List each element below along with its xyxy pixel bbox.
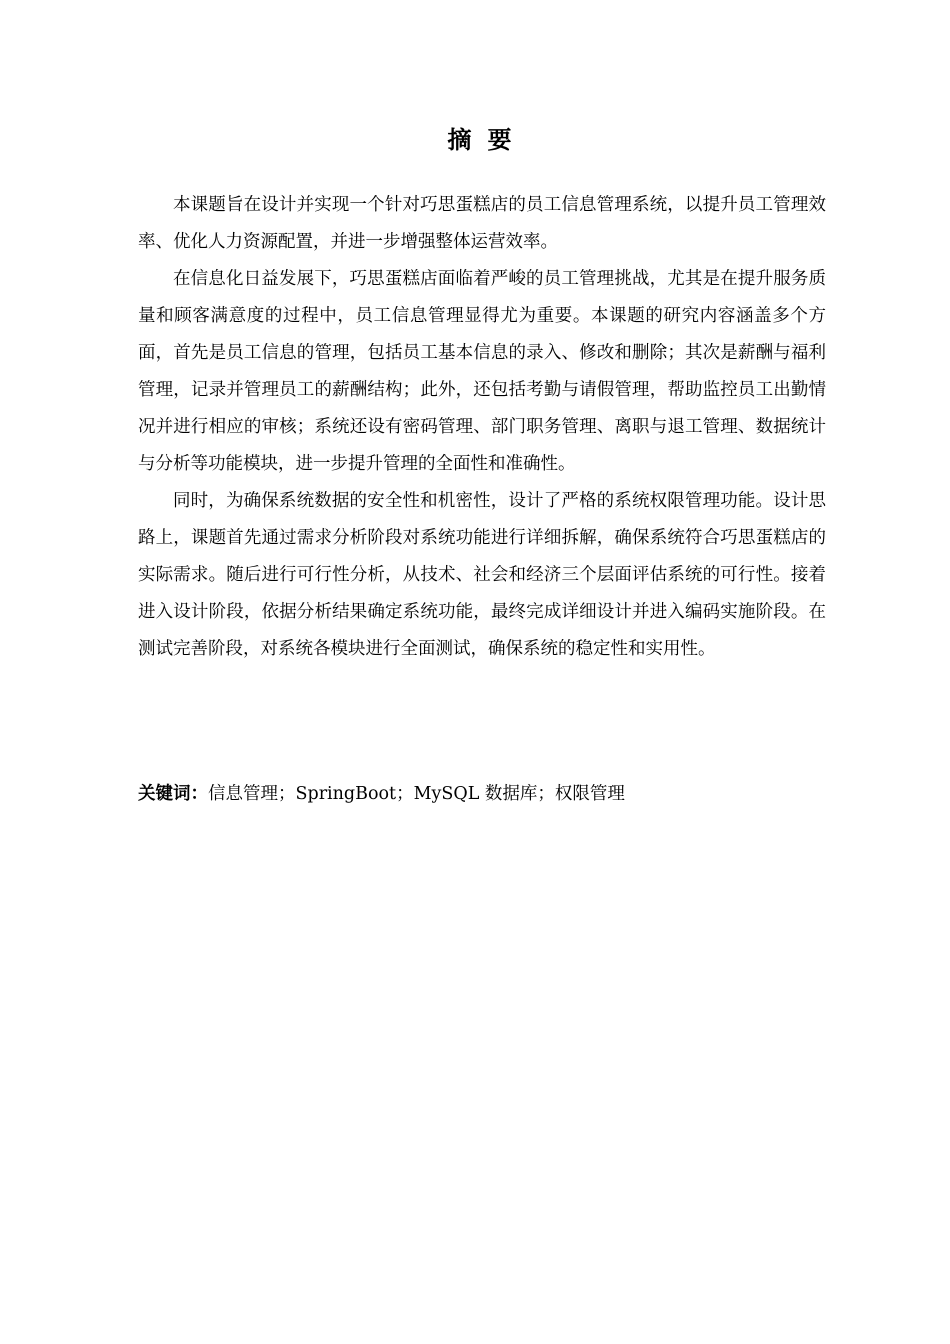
abstract-paragraph-2: 在信息化日益发展下，巧思蛋糕店面临着严峻的员工管理挑战，尤其是在提升服务质量和顾客满意度的过程中，员工信息管理显得尤为重要。本课题的研究内容涵盖多个方面，首先是员工信息的管理，包括员工基本信息的录入、修改和删除；其次是薪酬与福利管理，记录并管理员工的薪酬结构；此外，还包括考勤与请假管理，帮助监控员工出勤情况并进行相应的审核；系统还设有密码管理、部门职务管理、离职与退工管理、数据统计与分析等功能模块，进一步提升管理的全面性和准确性。 — [138, 269, 826, 474]
keywords-label: 关键词： — [138, 784, 208, 804]
abstract-paragraph-1: 本课题旨在设计并实现一个针对巧思蛋糕店的员工信息管理系统，以提升员工管理效率、优化人力资源配置，并进一步增强整体运营效率。 — [138, 195, 826, 252]
abstract-paragraph-3: 同时，为确保系统数据的安全性和机密性，设计了严格的系统权限管理功能。设计思路上，课题首先通过需求分析阶段对系统功能进行详细拆解，确保系统符合巧思蛋糕店的实际需求。随后进行可行性分析，从技术、社会和经济三个层面评估系统的可行性。接着进入设计阶段，依据分析结果确定系统功能，最终完成详细设计并进入编码实施阶段。在测试完善阶段，对系统各模块进行全面测试，确保系统的稳定性和实用性。 — [138, 491, 826, 659]
keywords-text: 信息管理；SpringBoot；MySQL 数据库；权限管理 — [208, 784, 625, 804]
abstract-body — [138, 187, 826, 668]
abstract-title: 摘要 — [447, 126, 528, 154]
keywords-line — [138, 776, 826, 813]
